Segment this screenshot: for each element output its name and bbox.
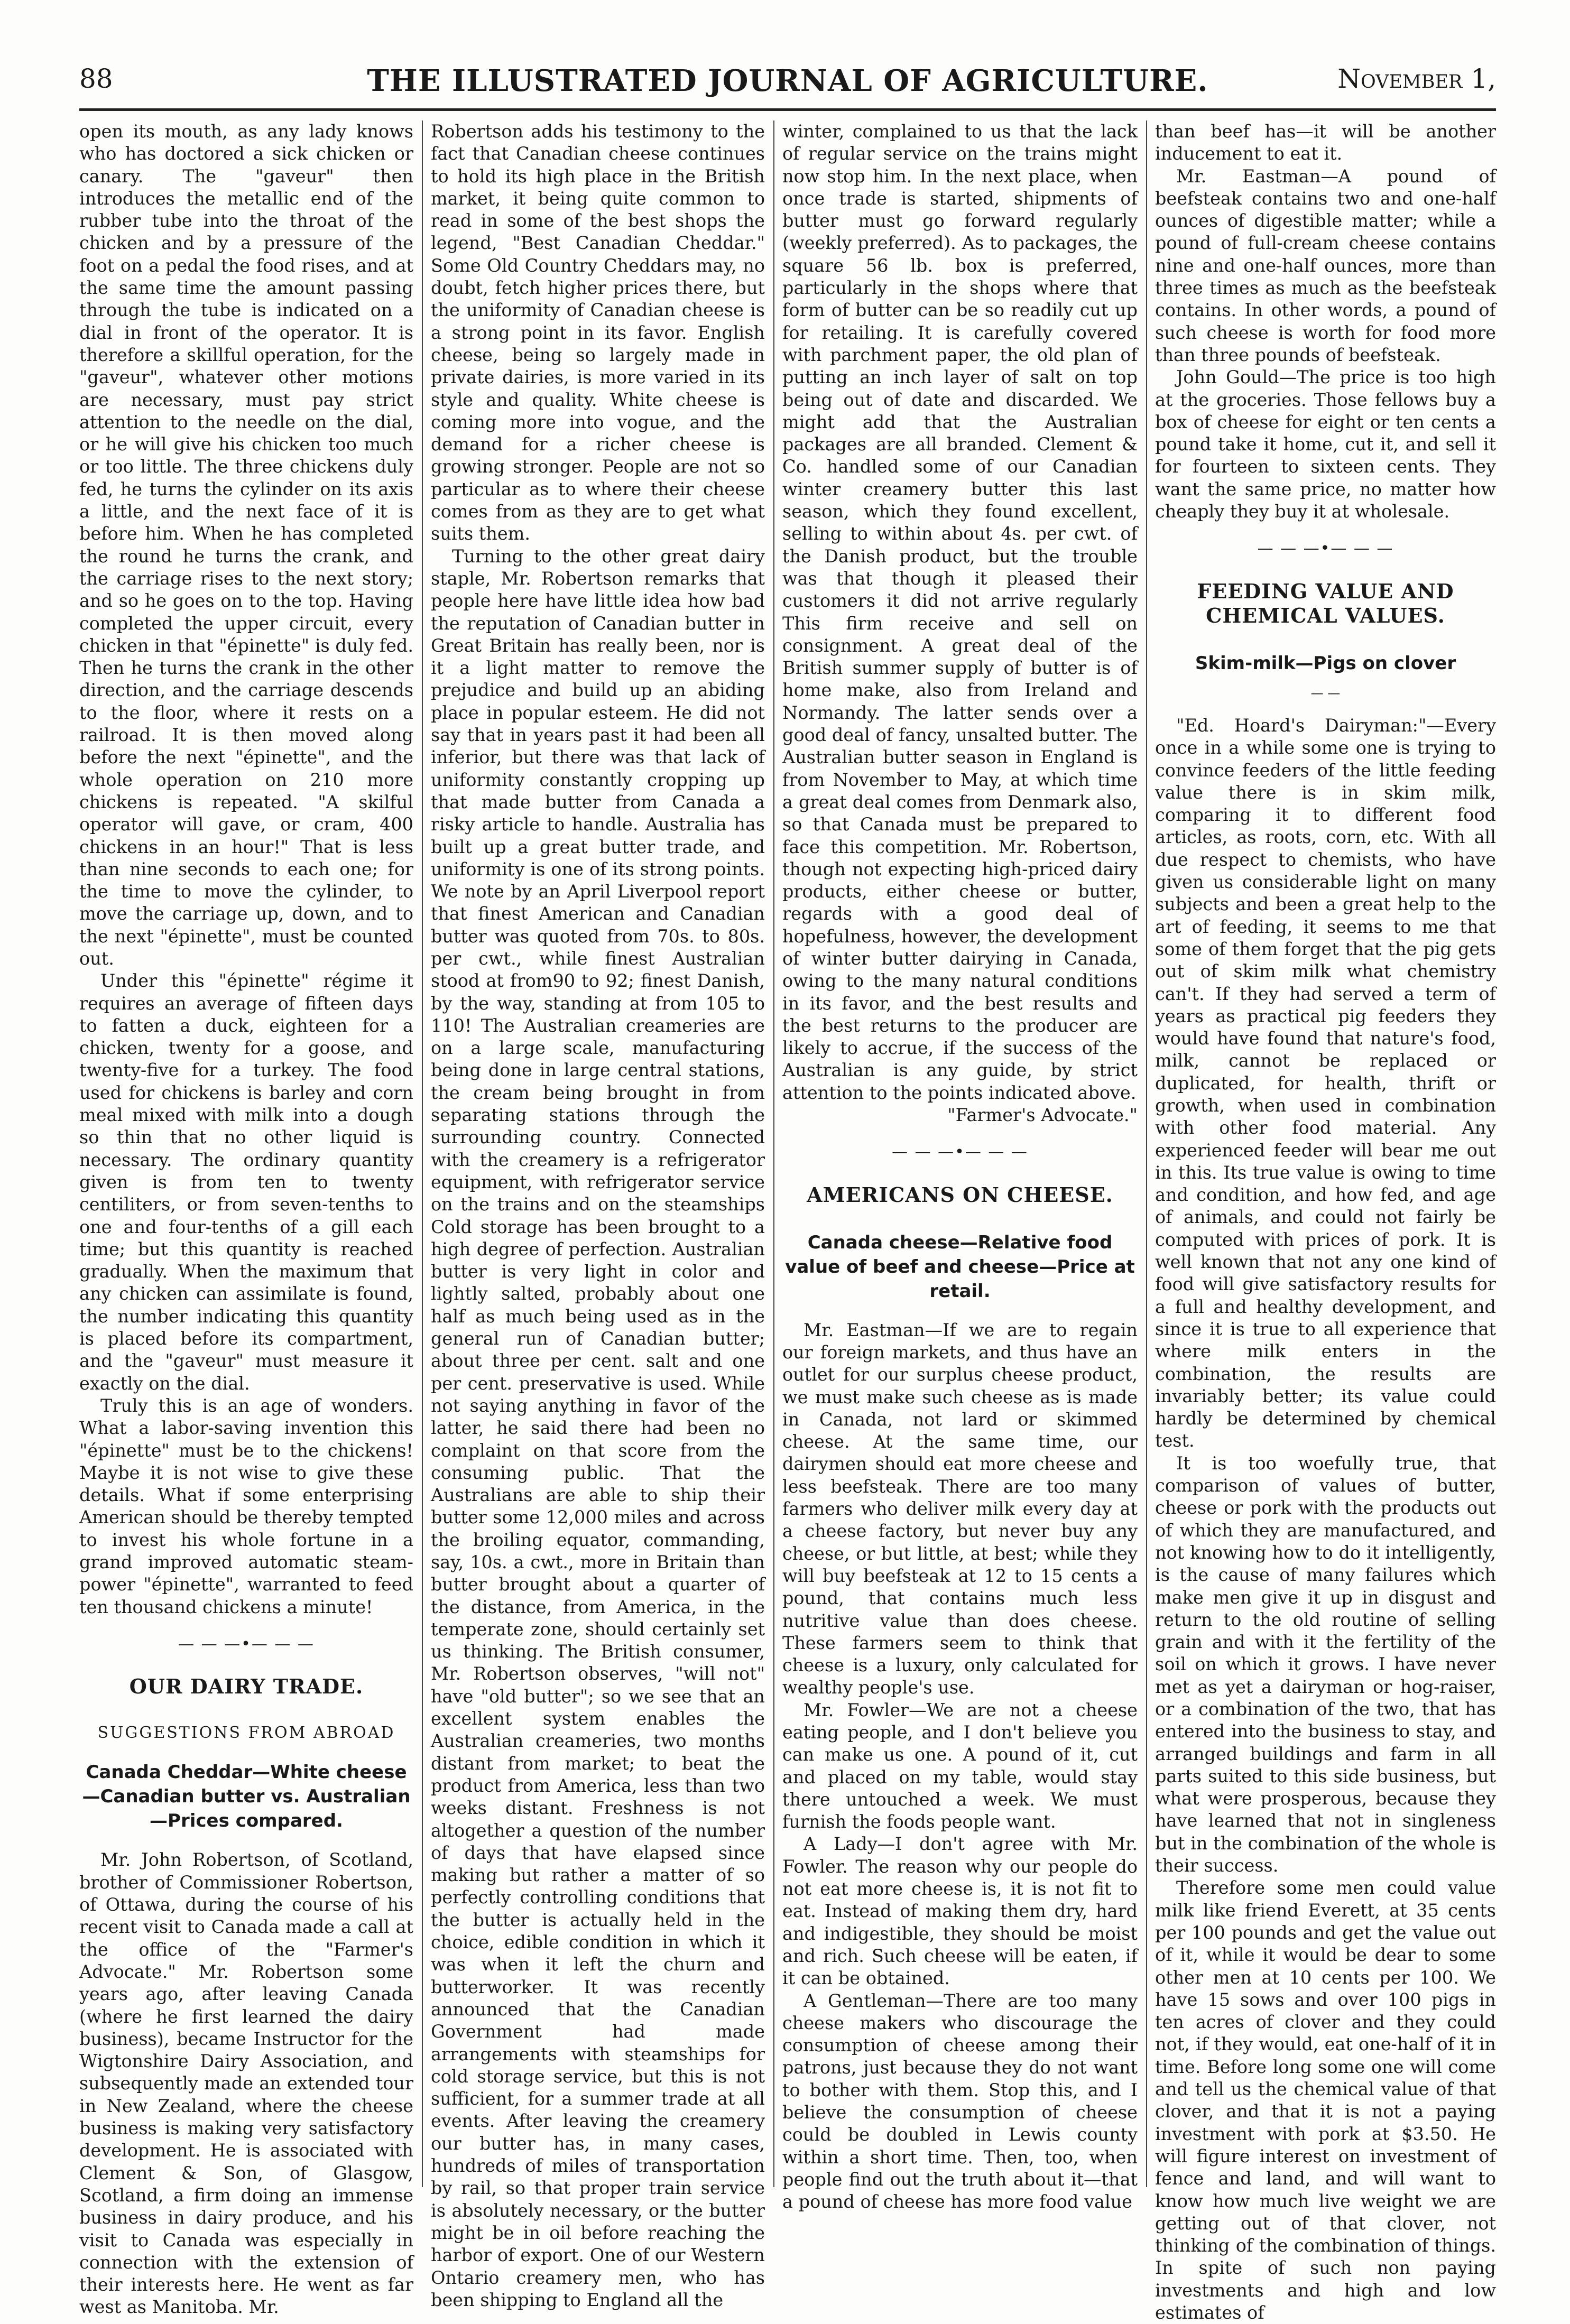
section-kicker: SUGGESTIONS FROM ABROAD xyxy=(97,1724,395,1743)
section-title-dairy-trade: OUR DAIRY TRADE. xyxy=(129,1674,364,1699)
article-paragraph: Mr. Eastman—A pound of beefsteak contains two and one-half ounces of digestible matter; while a pound of full-cream cheese contains nine and one-half ounces, more than three times as much as the beefsteak contains. In other words, a pound of such cheese is worth for food more than three pounds of beefsteak. xyxy=(1155,165,1496,365)
column-3 xyxy=(782,121,1138,2212)
article-subhead: Canada Cheddar—White cheese—Canadian butter vs. Australian—Prices compared. xyxy=(82,1762,411,1832)
article-paragraph: Therefore some men could value milk like friend Everett, at 35 cents per 100 pounds and get the value out of it, while it would be dear to some other men at 10 cents per 100. We have 15 sows and over 100 pigs in ten acres of clover and they could not, if they would, eat one-half of it in time. Before long some one will come and tell us the chemical value of that clover, and that it is not a paying investment with pork at $3.50. He will figure interest on investment of fence and land, and will want to know how much live weight we are getting out of that clover, not thinking of the combination of things. In spite of such non paying investments and high and low estimates of xyxy=(1155,1877,1496,2323)
page-header xyxy=(79,63,1496,111)
article-paragraph: Mr. Fowler—We are not a cheese eating people, and I don't believe you can make us one. A pound of it, cut and placed on my table, would stay there untouched a week. We must furnish the foods people want. xyxy=(782,1699,1138,1832)
article-subhead: Skim-milk—Pigs on clover xyxy=(1195,652,1456,674)
article-paragraph: Truly this is an age of wonders. What a labor-saving invention this "épinette" must be to the chickens! Maybe it is not wise to give these details. What if some enterprising American should be thereby tempted to invest his whole fortune in a grand improved automatic steam-power "épinette", warranted to feed ten thousand chickens a minute! xyxy=(79,1395,413,1617)
article-paragraph: A Lady—I don't agree with Mr. Fowler. The reason why our people do not eat more cheese is, it is not fit to eat. Instead of making them dry, hard and indigestible, they should be moist and rich. Such cheese will be eaten, if it can be obtained. xyxy=(782,1834,1138,1989)
article-paragraph: than beef has—it will be another inducement to eat it. xyxy=(1155,121,1496,164)
article-paragraph: It is too woefully true, that comparison of values of butter, cheese or pork with the products out of which they are manufactured, and not knowing how to do it intelligently, is the cause of many failures which make men give it up in disgust and return to the old routine of selling grain and with it the fertility of the soil on which it grows. I have never met as yet a dairyman or hog-raiser, or a combination of the two, that has entered into the business to stay, and arranged buildings and farm in all parts suited to this side business, but what were prosperous, because they have learned that not in singleness but in the combination of the whole is their success. xyxy=(1155,1452,1496,1876)
column-4 xyxy=(1155,121,1496,2323)
article-paragraph: Under this "épinette" régime it requires an average of fifteen days to fatten a duck, eighteen for a chicken, twenty for a goose, and twenty-five for a turkey. The food used for chickens is barley and corn meal mixed with milk into a dough so thin that no other liquid is necessary. The ordinary quantity given is from ten to twenty centiliters, or from seven-tenths to one and four-tenths of a gill each time; but this quantity is reached gradually. When the maximum that any chicken can assimilate is found, the number indicating this quantity is placed before its compartment, and the "gaveur" must measure it exactly on the dial. xyxy=(79,970,413,1394)
header-rule xyxy=(79,108,1496,111)
section-ornament: — — —•— — — xyxy=(1257,539,1394,558)
subhead-ornament: — — xyxy=(1310,685,1341,700)
section-title-americans-on-cheese: AMERICANS ON CHEESE. xyxy=(807,1182,1113,1207)
article-paragraph: John Gould—The price is too high at the groceries. Those fellows buy a box of cheese for eight or ten cents a pound take it home, cut it, and sell it for fourteen to sixteen cents. They want the same price, no matter how cheaply they buy it at wholesale. xyxy=(1155,367,1496,522)
article-paragraph: winter, complained to us that the lack of regular service on the trains might now stop him. In the next place, when once trade is started, shipments of butter must go forward regularly (weekly preferred). As to packages, the square 56 lb. box is preferred, particularly in the shops where that form of butter can be so readily cut up for retailing. It is carefully covered with parchment paper, the old plan of putting an inch layer of salt on top being out of date and discarded. We might add that the Australian packages are all branded. Clement & Co. handled some of our Canadian winter creamery butter this last season, which they found excellent, selling to within about 4s. per cwt. of the Danish product, but the trouble was that though it pleased their customers it did not arrive regularly This firm receive and sell on consignment. A great deal of the British summer supply of butter is of home make, also from Ireland and Normandy. The latter sends over a good deal of fancy, unsalted butter. The Australian butter season in England is from November to May, at which time a great deal comes from Denmark also, so that Canada must be prepared to face this competition. Mr. Robertson, though not expecting high-priced dairy products, either cheese or butter, regards with a good deal of hopefulness, however, the development of winter butter dairying in Canada, owing to the many natural conditions in its favor, and the best results and the best returns to the producer are likely to accrue, if the success of the Australian is any guide, by strict attention to the points indicated above. xyxy=(782,121,1138,1103)
section-ornament: — — —•— — — xyxy=(178,1634,315,1653)
column-rule xyxy=(1146,121,1147,2187)
article-paragraph: A Gentleman—There are too many cheese makers who discourage the consumption of cheese among their patrons, just because they do not want to bother with them. Stop this, and I believe the consumption of cheese could be doubled in Lewis county within a short time. Then, too, when people find out the truth about it—that a pound of cheese has more food value xyxy=(782,1990,1138,2212)
column-rule xyxy=(422,121,423,2187)
page-number: 88 xyxy=(79,63,113,94)
issue-date: November 1, xyxy=(1337,63,1496,94)
source-credit: "Farmer's Advocate." xyxy=(947,1105,1138,1126)
section-ornament: — — —•— — — xyxy=(892,1143,1028,1162)
section-title-feeding-value: FEEDING VALUE AND CHEMICAL VALUES. xyxy=(1197,579,1454,627)
article-paragraph: Mr. Eastman—If we are to regain our foreign markets, and thus have an outlet for our surplus cheese product, we must make such cheese as is made in Canada, not lard or skimmed cheese. At the same time, our dairymen should eat more cheese and less beefsteak. There are too many farmers who deliver milk every day at a cheese factory, but never buy any cheese, or but little, at best; while they will buy beefsteak at 12 to 15 cents a pound, that contains much less nutritive value than does cheese. These farmers seem to think that cheese is a luxury, only calculated for wealthy people's use. xyxy=(782,1319,1138,1698)
column-2 xyxy=(431,121,765,2310)
column-rule xyxy=(773,121,774,2187)
article-paragraph: Mr. John Robertson, of Scotland, brother of Commissioner Robertson, of Ottawa, during the course of his recent visit to Canada made a call at the office of the "Farmer's Advocate." Mr. Robertson some years ago, after leaving Canada (where he first learned the dairy business), became Instructor for the Wigtonshire Dairy Association, and subsequently made an extended tour in New Zealand, where the cheese business is making very satisfactory development. He is associated with Clement & Son, of Glasgow, Scotland, a firm doing an immense business in dairy produce, and his visit to Canada was especially in connection with the extension of their interests here. He went as far west as Manitoba. Mr. xyxy=(79,1849,413,2318)
journal-title: THE ILLUSTRATED JOURNAL OF AGRICULTURE. xyxy=(367,63,1208,98)
column-1 xyxy=(79,121,414,2318)
article-subhead: Canada cheese—Relative food value of beef and cheese—Price at retail. xyxy=(785,1232,1135,1302)
article-paragraph: open its mouth, as any lady knows who has doctored a sick chicken or canary. The "gaveur" then introduces the metallic end of the rubber tube into the throat of the chicken and by a pressure of the foot on a pedal the food rises, and at the same time the amount passing through the tube is indicated on a dial in front of the operator. It is therefore a skillful operation, for the "gaveur", whatever other motions are necessary, must pay strict attention to the needle on the dial, or he will give his chicken too much or too little. The three chickens duly fed, he turns the cylinder on its axis a little, and the next face of it is before him. When he has completed the round he turns the crank, and the carriage rises to the next story; and so he goes on to the top. Having completed the upper circuit, every chicken in that "épinette" is duly fed. Then he turns the crank in the other direction, and the carriage descends to the floor, where it rests on a railroad. It is then moved along before the next "épinette", and the whole operation on 210 more chickens is repeated. "A skilful operator will gave, or cram, 400 chickens in an hour!" That is less than nine seconds to each one; for the time to move the cylinder, to move the carriage up, down, and to the next "épinette", must be counted out. xyxy=(79,121,414,969)
article-paragraph: "Ed. Hoard's Dairyman:"—Every once in a while some one is trying to convince feeders of the little feeding value there is in skim milk, comparing it to different food articles, as roots, corn, etc. With all due respect to chemists, who have given us considerable light on many subjects and been a great help to the art of feeding, it seems to me that some of them forget that the pig gets out of skim milk what chemistry can't. If they had served a term of years as practical pig feeders they would have found that nature's food, milk, cannot be replaced or duplicated, for health, thrift or growth, when used in combination with other food material. Any experienced feeder will bear me out in this. Its true value is owing to time and condition, and how fed, and age of animals, and could not fairly be computed with prices of pork. It is well known that not any one kind of food will give satisfactory results for a full and healthy development, and since it is true to all experience that where milk enters in the combination, the results are invariably better; its value could hardly be determined by chemical test. xyxy=(1155,715,1496,1451)
article-paragraph: Robertson adds his testimony to the fact that Canadian cheese continues to hold its high place in the British market, it being quite common to read in some of the best shops the legend, "Best Canadian Cheddar." Some Old Country Cheddars may, no doubt, fetch higher prices there, but the uniformity of Canadian cheese is a strong point in its favor. English cheese, being so largely made in private dairies, is more varied in its style and quality. White cheese is coming more into vogue, and the demand for a richer cheese is growing stronger. People are not so particular as to where their cheese comes from as they are to get what suits them. xyxy=(431,121,765,544)
article-paragraph: Turning to the other great dairy staple, Mr. Robertson remarks that people here have little idea how bad the reputation of Canadian butter in Great Britain has really been, nor is it a light matter to remove the prejudice and build up an abiding place in popular esteem. He did not say that in years past it had been all inferior, but there was that lack of uniformity constantly cropping up that made butter from Canada a risky article to handle. Australia has built up a great butter trade, and uniformity is one of its strong points. We note by an April Liverpool report that finest American and Canadian butter was quoted from 70s. to 80s. per cwt., while finest Australian stood at from90 to 92; finest Danish, by the way, standing at from 105 to 110! The Australian creameries are on a large scale, manufacturing being done in large central stations, the cream being brought in from separating stations through the surrounding country. Connected with the creamery is a refrigerator equipment, with refrigerator service on the trains and on the steamships Cold storage has been brought to a high degree of perfection. Australian butter is very light in color and lightly salted, probably about one half as much being used as in the general run of Canadian butter; about three per cent. salt and one per cent. preservative is used. While not saying anything in favor of the latter, he said there had been no complaint on that score from the consuming public. That the Australians are able to ship their butter some 12,000 miles and across the broiling equator, commanding, say, 10s. a cwt., more in Britain than butter brought about a quarter of the distance, from America, in the temperate zone, should certainly set us thinking. The British consumer, Mr. Robertson observes, "will not" have "old butter"; so we see that an excellent system enables the Australian creameries, two months distant from market; to beat the product from America, less than two weeks distant. Freshness is not altogether a question of the number of days that have elapsed since making but rather a matter of so perfectly controlling conditions that the butter is actually held in the choice, edible condition in which it was when it left the churn and butterworker. It was recently announced that the Canadian Government had made arrangements with steamships for cold storage service, but this is not sufficient, for a summer trade at all events. After leaving the creamery our butter has, in many cases, hundreds of miles of transportation by rail, so that proper train service is absolutely necessary, or the butter might be in oil before reaching the harbor of export. One of our Western Ontario creamery men, who has been shipping to England all the xyxy=(431,545,765,2310)
